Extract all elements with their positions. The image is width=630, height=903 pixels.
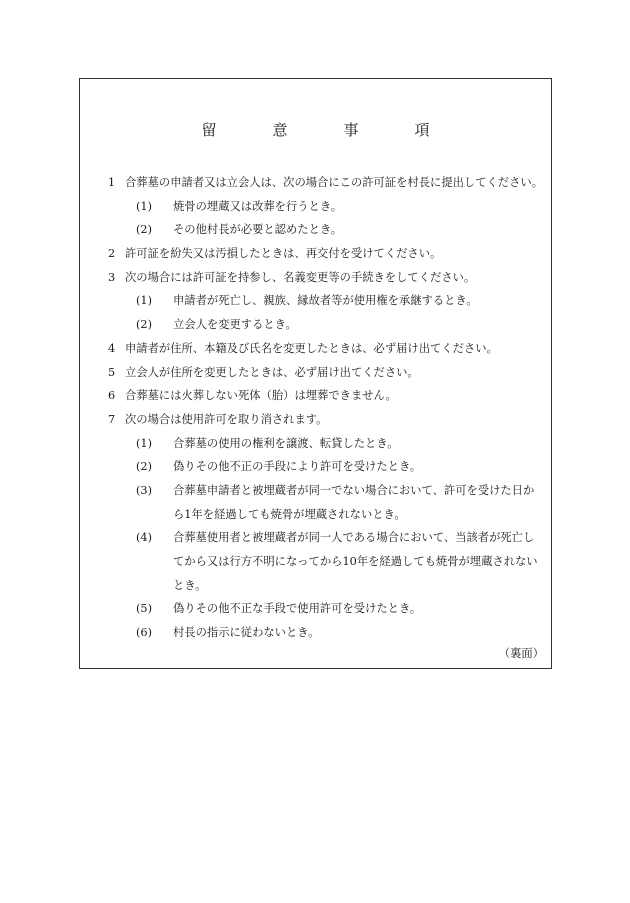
item-text: 許可証を紛失又は汚損したときは、再交付を受けてください。 <box>125 247 442 261</box>
item-number: (4) <box>136 531 153 545</box>
item-text: てから又は行方不明になってから10年を経過しても焼骨が埋蔵されない <box>173 555 538 568</box>
notice-subitem <box>80 195 551 219</box>
item-text: 次の場合には許可証を持参し、名義変更等の手続きをしてください。 <box>125 270 476 284</box>
item-number: 6 <box>108 389 116 403</box>
notice-item <box>80 337 551 361</box>
notice-item <box>80 171 551 195</box>
item-text: 合葬墓の使用の権利を譲渡、転貸したとき。 <box>173 436 399 450</box>
item-text: とき。 <box>173 578 207 592</box>
item-number: 2 <box>108 247 116 261</box>
title-char: 項 <box>414 121 430 139</box>
item-number: (1) <box>136 199 153 213</box>
notice-subitem <box>80 218 551 242</box>
item-number: 4 <box>108 341 116 355</box>
item-text: 申請者が死亡し、親族、縁故者等が使用権を承継するとき。 <box>173 294 478 308</box>
item-number: 1 <box>108 176 116 189</box>
notice-subitem <box>80 313 551 337</box>
reverse-side-label: （裏面） <box>498 647 544 660</box>
notice-subitem <box>80 289 551 313</box>
item-text: ら1年を経過しても焼骨が埋蔵されないとき。 <box>173 507 406 521</box>
notice-subitem <box>80 526 551 550</box>
notice-items <box>80 171 551 645</box>
item-number: (5) <box>136 602 153 616</box>
item-number: (1) <box>136 294 153 308</box>
item-text: 立会人を変更するとき。 <box>173 318 297 332</box>
item-text: 次の場合は使用許可を取り消されます。 <box>125 412 328 426</box>
title-char: 留 <box>201 121 217 139</box>
notice-continuation <box>80 550 551 574</box>
item-text: 偽りその他不正の手段により許可を受けたとき。 <box>173 460 422 474</box>
notice-subitem <box>80 597 551 621</box>
item-number: (1) <box>136 436 153 450</box>
notice-subitem <box>80 432 551 456</box>
notice-continuation <box>80 574 551 598</box>
notice-subitem <box>80 479 551 503</box>
notice-frame <box>79 78 552 669</box>
item-number: (6) <box>136 626 153 640</box>
notice-item <box>80 384 551 408</box>
item-number: (3) <box>136 483 153 497</box>
notice-item <box>80 242 551 266</box>
item-number: (2) <box>136 460 153 474</box>
notice-subitem <box>80 455 551 479</box>
item-text: 村長の指示に従わないとき。 <box>173 626 320 640</box>
item-text: 合葬墓申請者と被埋蔵者が同一でない場合において、許可を受けた日か <box>173 483 535 497</box>
page-title <box>80 119 551 140</box>
notice-item <box>80 408 551 432</box>
item-text: その他村長が必要と認めたとき。 <box>173 223 343 237</box>
item-text: 申請者が住所、本籍及び氏名を変更したときは、必ず届け出てください。 <box>125 341 498 355</box>
item-text: 合葬墓の申請者又は立会人は、次の場合にこの許可証を村長に提出してください。 <box>125 176 543 189</box>
notice-item <box>80 266 551 290</box>
item-number: (2) <box>136 318 153 332</box>
item-number: (2) <box>136 223 153 237</box>
item-text: 合葬墓には火葬しない死体（胎）は埋葬できません。 <box>125 389 397 403</box>
item-number: 3 <box>108 270 116 284</box>
item-number: 5 <box>108 365 116 379</box>
item-text: 偽りその他不正な手段で使用許可を受けたとき。 <box>173 602 422 616</box>
item-text: 合葬墓使用者と被埋蔵者が同一人である場合において、当該者が死亡し <box>173 531 535 545</box>
notice-item <box>80 361 551 385</box>
title-char: 事 <box>343 121 359 139</box>
item-text: 焼骨の埋蔵又は改葬を行うとき。 <box>173 199 343 213</box>
title-char: 意 <box>272 121 288 139</box>
item-text: 立会人が住所を変更したときは、必ず届け出てください。 <box>125 365 419 379</box>
notice-continuation <box>80 503 551 527</box>
item-number: 7 <box>108 412 116 426</box>
notice-subitem <box>80 621 551 645</box>
